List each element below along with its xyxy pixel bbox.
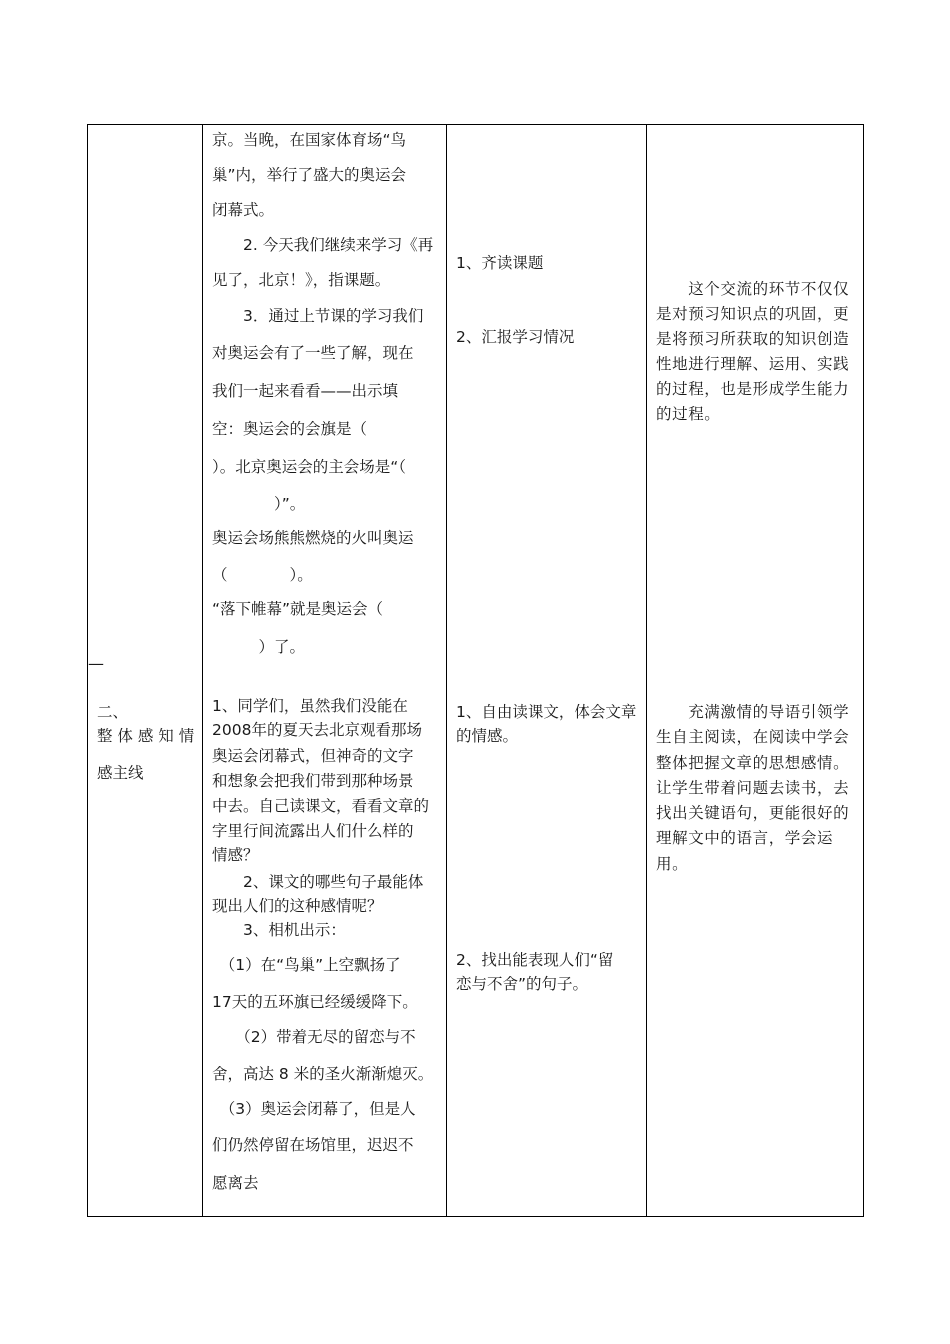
design-note-2: 充满激情的导语引领学生自主阅读，在阅读中学会整体把握文章的思想感情。让学生带着问题去读书，去找出关键语句，更能很好的理解文中的语言，学会运用。 [656, 703, 850, 873]
text-line: ）。北京奥运会的主会场是“（ [212, 458, 407, 476]
text-line: “落下帷幕”就是奥运会（ [212, 600, 384, 618]
text-line: （2）带着无尽的留恋与不 [212, 1028, 416, 1046]
text-line: 奥运会场熊熊燃烧的火叫奥运 [212, 529, 414, 547]
text-line: 2、课文的哪些句子最能体 [212, 873, 424, 891]
text-line: 巢”内，举行了盛大的奥运会 [212, 166, 407, 184]
stage-number: 二、 [97, 703, 129, 721]
text-line: 3、相机出示： [212, 921, 346, 939]
student-activity-4-line-1: 2、找出能表现人们“留 [456, 951, 614, 969]
stage-title-line-1: 整 体 感 知 情 [97, 727, 195, 745]
text-line: （3）奥运会闭幕了，但是人 [212, 1100, 416, 1118]
text-line: 17天的五环旗已经缓缓降下。 [212, 993, 418, 1011]
student-activity-1: 1、齐读课题 [456, 254, 544, 272]
text-line: 2. 今天我们继续来学习《再 [212, 236, 434, 254]
student-activity-3-line-2: 的情感。 [456, 727, 519, 745]
text-line: ）了。 [212, 638, 306, 656]
text-line: 字里行间流露出人们什么样的 [212, 822, 414, 840]
text-line: 愿离去 [212, 1174, 259, 1192]
student-activity-4-line-2: 恋与不舍”的句子。 [456, 975, 589, 993]
text-line: 京。当晚，在国家体育场“鸟 [212, 131, 407, 149]
text-line: 现出人们的这种感情呢？ [212, 897, 383, 915]
text-line: 对奥运会有了一些了解，现在 [212, 344, 414, 362]
text-line: 和想象会把我们带到那种场景 [212, 772, 414, 790]
text-line: 舍，高达 8 米的圣火渐渐熄灭。 [212, 1065, 434, 1083]
column-divider-1 [202, 124, 203, 1217]
text-line: （1）在“鸟巢”上空飘扬了 [212, 956, 401, 974]
text-line: 2008年的夏天去北京观看那场 [212, 721, 422, 739]
text-line: 闭幕式。 [212, 201, 275, 219]
stage-dash: — [88, 654, 104, 673]
text-line: 空：奥运会的会旗是（ [212, 420, 368, 438]
table-border-top [87, 124, 864, 125]
column-divider-2 [446, 124, 447, 1217]
text-line: 中去。自己读课文，看看文章的 [212, 797, 430, 815]
text-line: （ ）。 [212, 566, 313, 584]
column-divider-3 [646, 124, 647, 1217]
text-line: ）”。 [212, 495, 306, 513]
stage-title-line-2: 感主线 [97, 764, 144, 782]
student-activity-2: 2、汇报学习情况 [456, 328, 575, 346]
text-line: 3．通过上节课的学习我们 [212, 307, 424, 325]
text-line: 们仍然停留在场馆里，迟迟不 [212, 1136, 414, 1154]
table-border-right [863, 124, 864, 1217]
text-line: 奥运会闭幕式，但神奇的文字 [212, 747, 414, 765]
text-line: 我们一起来看看——出示填 [212, 382, 399, 400]
text-line: 见了，北京！》，指课题。 [212, 271, 391, 289]
design-note-1: 这个交流的环节不仅仅是对预习知识点的巩固，更是将预习所获取的知识创造性地进行理解、运用、实践的过程，也是形成学生能力的过程。 [656, 280, 850, 423]
text-line: 情感？ [212, 846, 259, 864]
text-line: 1、同学们，虽然我们没能在 [212, 697, 408, 715]
student-activity-3-line-1: 1、自由读课文，体会文章 [456, 703, 637, 721]
table-border-bottom [87, 1216, 864, 1217]
